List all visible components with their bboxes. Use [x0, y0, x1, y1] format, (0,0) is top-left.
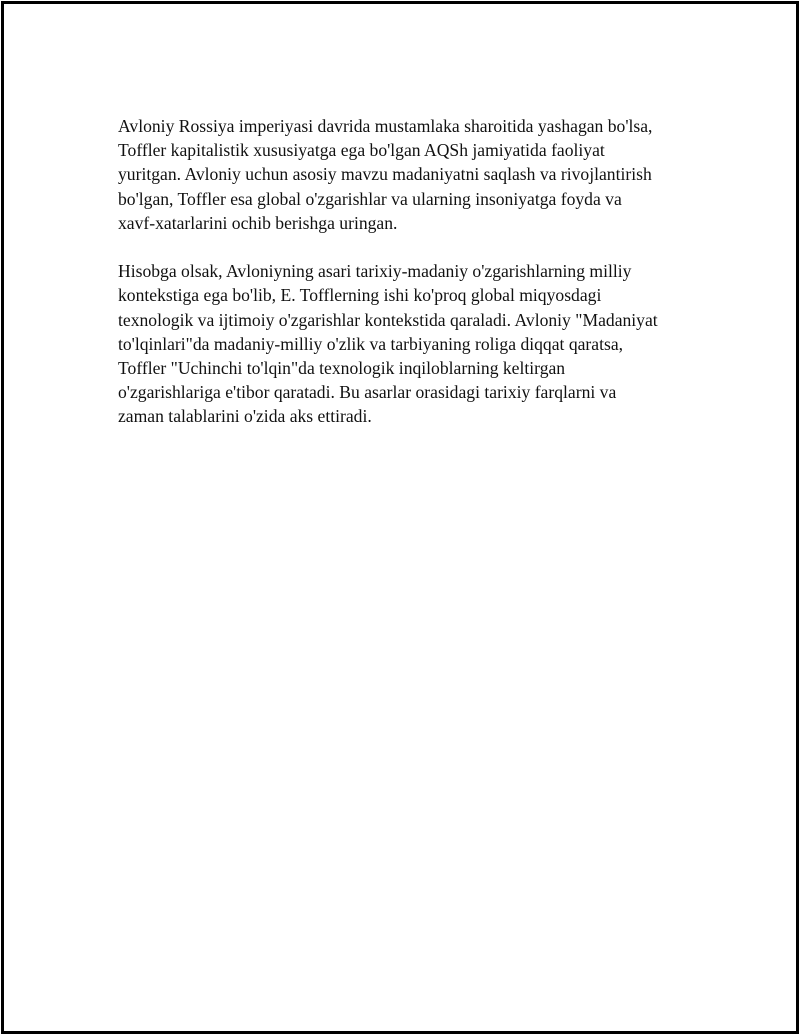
document-body — [118, 114, 718, 453]
text-line: bo'lgan, Toffler esa global o'zgarishlar va ularning insoniyatga foyda va — [118, 188, 622, 209]
text-line: Toffler kapitalistik xususiyatga ega bo'lgan AQSh jamiyatida faoliyat — [118, 140, 605, 161]
paragraph-2 — [118, 259, 718, 428]
text-line: o'zgarishlariga e'tibor qaratadi. Bu asarlar orasidagi tarixiy farqlarni va — [118, 382, 617, 403]
text-line: Avloniy Rossiya imperiyasi davrida mustamlaka sharoitida yashagan bo'lsa, — [118, 116, 653, 136]
text-line: texnologik va ijtimoiy o'zgarishlar kontekstida qaraladi. Avloniy "Madaniyat — [118, 309, 658, 330]
text-line: xavf-xatarlarini ochib berishga uringan. — [118, 212, 398, 233]
text-line: to'lqinlari"da madaniy-milliy o'zlik va tarbiyaning roliga diqqat qaratsa, — [118, 333, 624, 354]
paragraph-1 — [118, 114, 718, 235]
text-line: zaman talablarini o'zida aks ettiradi. — [118, 406, 372, 427]
text-line: kontekstiga ega bo'lib, E. Tofflerning ishi ko'proq global miqyosdagi — [118, 285, 602, 306]
text-line: Hisobga olsak, Avloniyning asari tarixiy-madaniy o'zgarishlarning milliy — [118, 261, 632, 282]
text-line: yuritgan. Avloniy uchun asosiy mavzu madaniyatni saqlash va rivojlantirish — [118, 164, 652, 185]
text-line: Toffler "Uchinchi to'lqin"da texnologik inqiloblarning keltirgan — [118, 358, 566, 379]
